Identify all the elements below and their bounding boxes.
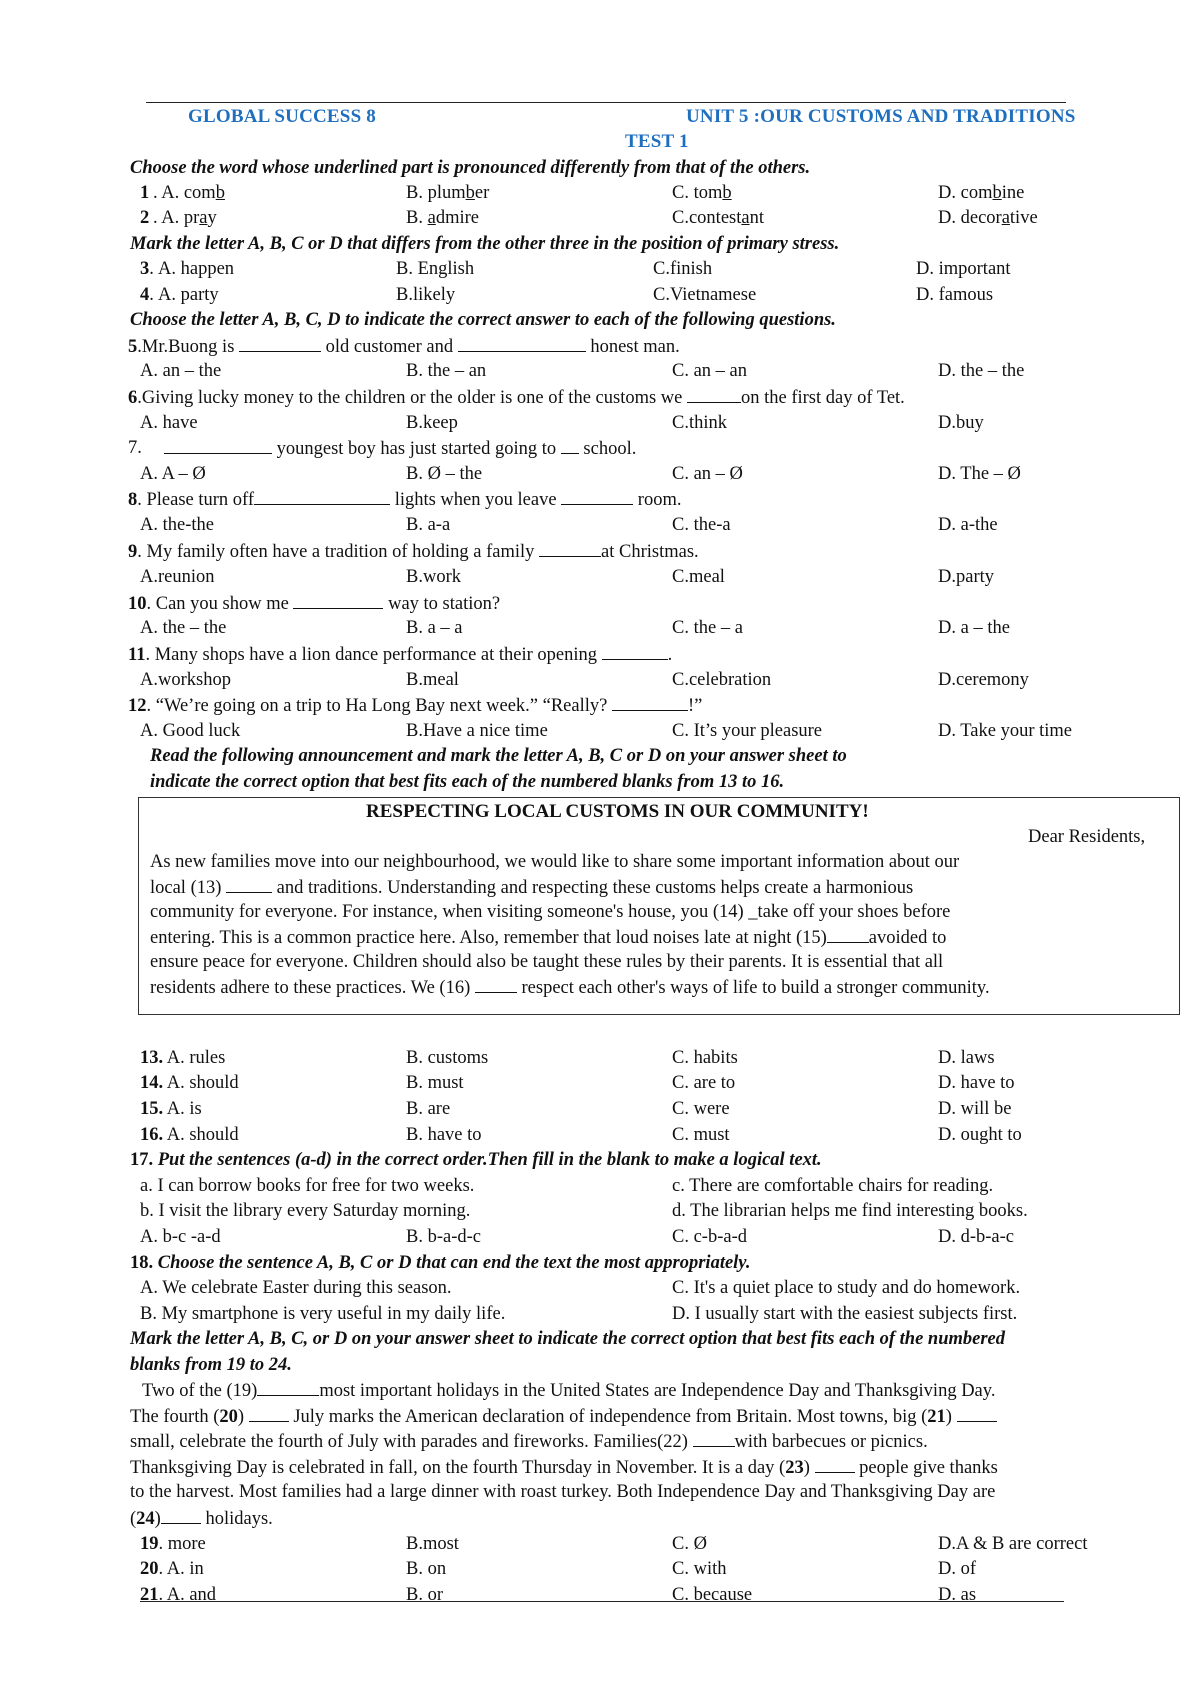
question-12-stem: 12. “We’re going on a trip to Ha Long Bay next week.” “Really? !”: [128, 696, 703, 716]
question-18-option-b: B. My smartphone is very useful in my daily life.: [140, 1304, 506, 1324]
question-3-option-a: A. happen: [158, 259, 235, 279]
announcement-line-6: residents adhere to these practices. We (16) respect each other's ways of life to build a stronger community.: [150, 978, 990, 998]
question-9-option-a: A.reunion: [140, 567, 215, 587]
question-9-option-c: C.meal: [672, 567, 725, 587]
question-4-option-b: B.likely: [396, 285, 456, 305]
question-17-option-c: C. c-b-a-d: [672, 1227, 747, 1247]
question-16-option-c: C. must: [672, 1125, 730, 1145]
question-17-sentence-b: b. I visit the library every Saturday morning.: [140, 1201, 471, 1221]
question-1-option-d: D. combine: [938, 183, 1025, 203]
question-7-stem: youngest boy has just started going to school.: [164, 437, 636, 460]
question-12-option-b: B.Have a nice time: [406, 721, 548, 741]
announcement-line-5: ensure peace for everyone. Children should also be taught these rules by their parents. It is essential that all: [150, 952, 944, 972]
question-10-option-c: C. the – a: [672, 618, 743, 638]
question-11-option-c: C.celebration: [672, 670, 772, 690]
question-19-option-d: D.A & B are correct: [938, 1534, 1088, 1554]
section-instruction-grammar: Choose the letter A, B, C, D to indicate the correct answer to each of the following questions.: [130, 310, 836, 330]
passage-line-2: The fourth (20) July marks the American declaration of independence from Britain. Most towns, big (21): [130, 1405, 997, 1428]
announcement-line-4: entering. This is a common practice here. Also, remember that loud noises late at night (15) avoided to: [150, 928, 947, 948]
section-instruction-stress: Mark the letter A, B, C or D that differs from the other three in the position of primary stress.: [130, 234, 840, 254]
question-6-option-d: D.buy: [938, 413, 984, 433]
question-8-option-b: B. a-a: [406, 515, 451, 535]
question-21-option-d: D. as: [938, 1585, 977, 1605]
question-20-option-d: D. of: [938, 1559, 977, 1579]
question-5-stem: 5.Mr.Buong is old customer and honest man.: [128, 337, 680, 357]
question-18-option-c: C. It's a quiet place to study and do homework.: [672, 1278, 1021, 1298]
question-18-option-d: D. I usually start with the easiest subjects first.: [672, 1304, 1018, 1324]
question-17-option-b: B. b-a-d-c: [406, 1227, 481, 1247]
passage-line-3: small, celebrate the fourth of July with parades and fireworks. Families(22) with barbecues or picnics.: [130, 1432, 928, 1452]
question-2-number: 2: [140, 208, 150, 228]
question-5-option-d: D. the – the: [938, 361, 1025, 381]
question-21-option-b: B. or: [406, 1585, 443, 1605]
question-9-option-b: B.work: [406, 567, 461, 587]
question-13-option-d: D. laws: [938, 1048, 995, 1068]
announcement-line-1: As new families move into our neighbourhood, we would like to share some important information about our: [150, 852, 960, 872]
question-6-option-c: C.think: [672, 413, 727, 433]
passage-line-6: (24) holidays.: [130, 1509, 273, 1529]
footer-rule: [140, 1601, 1064, 1602]
question-16-option-b: B. have to: [406, 1125, 482, 1145]
section-instruction-reading-2-line-2: blanks from 19 to 24.: [130, 1355, 292, 1375]
question-5-option-c: C. an – an: [672, 361, 748, 381]
question-1-option-c: C. tomb: [672, 183, 732, 203]
question-3-option-c: C.finish: [653, 259, 713, 279]
test-title: TEST 1: [625, 131, 689, 152]
question-14-option-b: B. must: [406, 1073, 464, 1093]
question-19-option-c: C. Ø: [672, 1534, 707, 1554]
question-7-option-d: D. The – Ø: [938, 464, 1021, 484]
question-3-option-b: B. English: [396, 259, 475, 279]
question-13-option-b: B. customs: [406, 1048, 489, 1068]
question-1-option-a: . A. comb: [153, 183, 225, 203]
question-4-option-d: D. famous: [916, 285, 994, 305]
question-19-option-b: B.most: [406, 1534, 459, 1554]
question-1-number: 1: [140, 183, 150, 203]
question-9-option-d: D.party: [938, 567, 994, 587]
question-13-option-c: C. habits: [672, 1048, 738, 1068]
question-3-number: 3.: [140, 259, 154, 279]
question-6-stem: 6.Giving lucky money to the children or the older is one of the customs we on the first day of Tet.: [128, 388, 905, 408]
question-20-option-a: 20. A. in: [140, 1559, 204, 1579]
announcement-title: RESPECTING LOCAL CUSTOMS IN OUR COMMUNITY!: [366, 801, 869, 822]
question-17-option-a: A. b-c -a-d: [140, 1227, 221, 1247]
question-12-option-c: C. It’s your pleasure: [672, 721, 823, 741]
question-10-stem: 10. Can you show me way to station?: [128, 594, 501, 614]
question-14-option-d: D. have to: [938, 1073, 1015, 1093]
question-18-option-a: A. We celebrate Easter during this season.: [140, 1278, 452, 1298]
question-18-prompt: 18. Choose the sentence A, B, C or D that can end the text the most appropriately.: [130, 1253, 751, 1273]
question-4-number: 4.: [140, 285, 154, 305]
question-10-option-d: D. a – the: [938, 618, 1010, 638]
question-5-option-a: A. an – the: [140, 361, 222, 381]
question-12-option-d: D. Take your time: [938, 721, 1072, 741]
question-17-option-d: D. d-b-a-c: [938, 1227, 1015, 1247]
question-16-option-d: D. ought to: [938, 1125, 1022, 1145]
question-20-option-b: B. on: [406, 1559, 447, 1579]
passage-line-5: to the harvest. Most families had a large dinner with roast turkey. Both Independence Day and Thanksgiving Day are: [130, 1482, 996, 1502]
question-11-stem: 11. Many shops have a lion dance performance at their opening .: [128, 645, 673, 665]
question-13-option-a: 13. A. rules: [140, 1048, 226, 1068]
question-19-option-a: 19. more: [140, 1534, 206, 1554]
question-8-stem: 8. Please turn off lights when you leave room.: [128, 490, 682, 510]
passage-line-1: Two of the (19) most important holidays in the United States are Independence Day and Thanksgiving Day.: [142, 1381, 996, 1401]
question-4-option-a: A. party: [158, 285, 219, 305]
question-11-option-a: A.workshop: [140, 670, 231, 690]
question-5-option-b: B. the – an: [406, 361, 487, 381]
question-8-option-c: C. the-a: [672, 515, 731, 535]
question-10-option-b: B. a – a: [406, 618, 463, 638]
question-9-stem: 9. My family often have a tradition of holding a family at Christmas.: [128, 542, 699, 562]
question-14-option-c: C. are to: [672, 1073, 736, 1093]
question-17-sentence-c: c. There are comfortable chairs for reading.: [672, 1176, 994, 1196]
question-17-sentence-a: a. I can borrow books for free for two weeks.: [140, 1176, 475, 1196]
question-4-option-c: C.Vietnamese: [653, 285, 757, 305]
question-7-number: 7.: [128, 438, 142, 458]
question-7-option-a: A. A – Ø: [140, 464, 206, 484]
question-2-option-d: D. decorative: [938, 208, 1038, 228]
announcement-line-2: local (13) and traditions. Understanding and respecting these customs helps create a harmonious: [150, 878, 914, 898]
announcement-greeting: Dear Residents,: [1028, 827, 1146, 847]
question-3-option-d: D. important: [916, 259, 1011, 279]
question-17-prompt: 17. Put the sentences (a-d) in the correct order.Then fill in the blank to make a logical text.: [130, 1150, 822, 1170]
question-11-option-d: D.ceremony: [938, 670, 1029, 690]
question-7-option-c: C. an – Ø: [672, 464, 743, 484]
question-15-option-b: B. are: [406, 1099, 451, 1119]
question-6-option-a: A. have: [140, 413, 198, 433]
question-11-option-b: B.meal: [406, 670, 459, 690]
header-top-rule: [146, 102, 1066, 103]
question-21-option-a: 21. A. and: [140, 1585, 217, 1605]
question-20-option-c: C. with: [672, 1559, 727, 1579]
question-21-option-c: C. because: [672, 1585, 753, 1605]
passage-line-4: Thanksgiving Day is celebrated in fall, on the fourth Thursday in November. It is a day (23) people give thanks: [130, 1458, 998, 1478]
question-2-option-a: . A. pray: [153, 208, 217, 228]
question-1-option-b: B. plumber: [406, 183, 490, 203]
question-15-option-d: D. will be: [938, 1099, 1012, 1119]
question-15-option-c: C. were: [672, 1099, 730, 1119]
section-instruction-pronunciation: Choose the word whose underlined part is pronounced differently from that of the others.: [130, 158, 811, 178]
header-right: UNIT 5 :OUR CUSTOMS AND TRADITIONS: [686, 106, 1076, 127]
question-7-option-b: B. Ø – the: [406, 464, 483, 484]
question-8-option-d: D. a-the: [938, 515, 998, 535]
question-15-option-a: 15. A. is: [140, 1099, 202, 1119]
question-17-sentence-d: d. The librarian helps me find interesting books.: [672, 1201, 1028, 1221]
question-12-option-a: A. Good luck: [140, 721, 241, 741]
question-8-option-a: A. the-the: [140, 515, 214, 535]
section-instruction-reading-1-line-1: Read the following announcement and mark the letter A, B, C or D on your answer sheet to: [150, 746, 847, 766]
question-16-option-a: 16. A. should: [140, 1125, 239, 1145]
section-instruction-reading-2-line-1: Mark the letter A, B, C, or D on your answer sheet to indicate the correct option that best fits each of the numbered: [130, 1329, 1006, 1349]
question-2-option-c: C.contestant: [672, 208, 764, 228]
question-6-option-b: B.keep: [406, 413, 458, 433]
question-14-option-a: 14. A. should: [140, 1073, 239, 1093]
question-10-option-a: A. the – the: [140, 618, 227, 638]
question-2-option-b: B. admire: [406, 208, 479, 228]
announcement-line-3: community for everyone. For instance, when visiting someone's house, you (14) _take off your shoes before: [150, 902, 951, 922]
section-instruction-reading-1-line-2: indicate the correct option that best fits each of the numbered blanks from 13 to 16.: [150, 772, 785, 792]
header-left: GLOBAL SUCCESS 8: [188, 106, 376, 127]
